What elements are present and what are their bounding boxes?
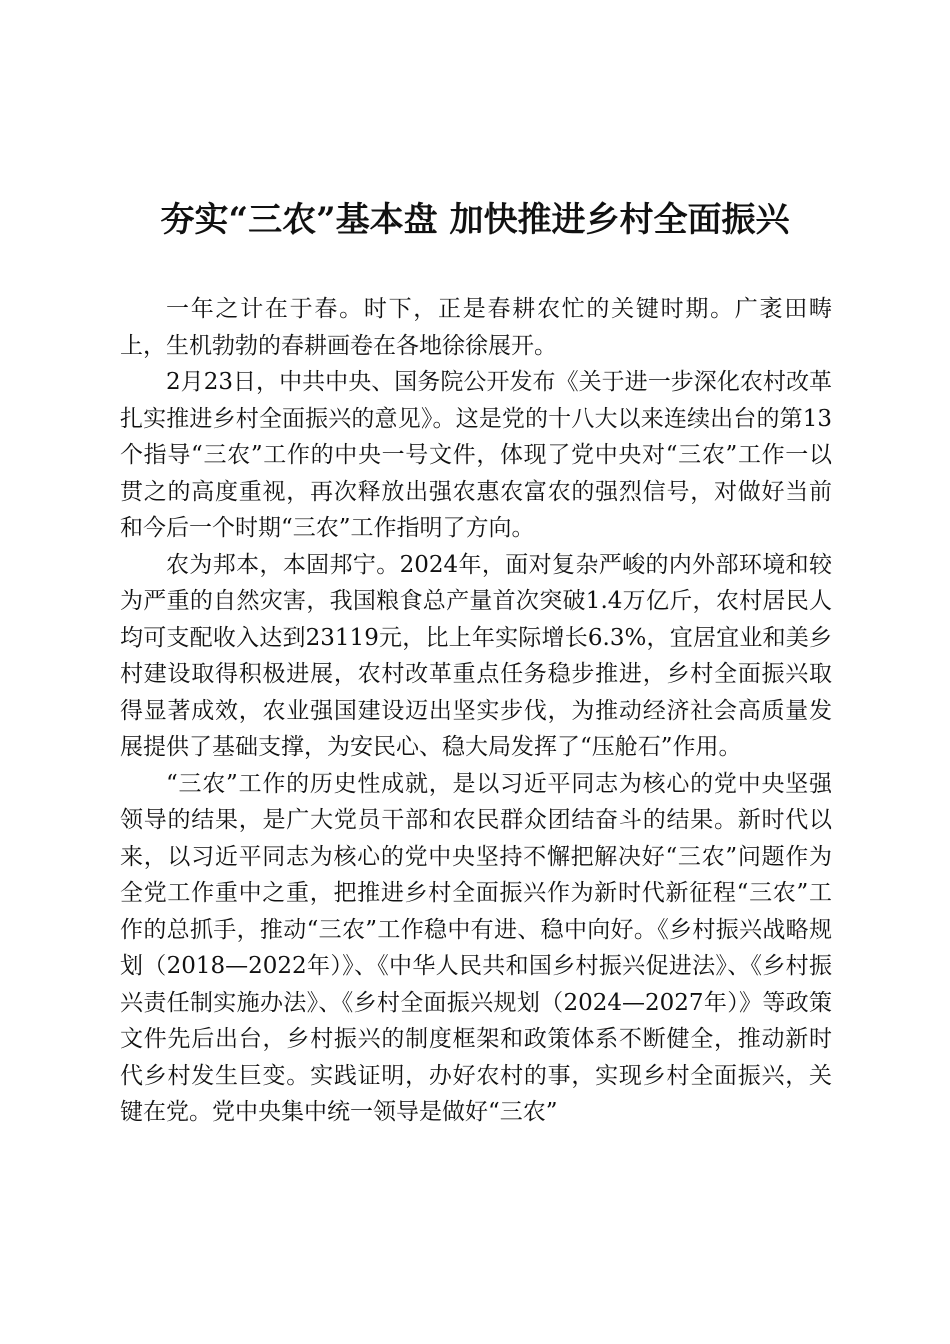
paragraph: “三农”工作的历史性成就，是以习近平同志为核心的党中央坚强领导的结果，是广大党员干部和农民群众团结奋斗的结果。新时代以来，以习近平同志为核心的党中央坚持不懈把解决好“三农”问题作为全党工作重中之重，把推进乡村全面振兴作为新时代新征程“三农”工作的总抓手，推动“三农”工作稳中有进、稳中向好。《乡村振兴战略规划（2018—2022年）》、《中华人民共和国乡村振兴促进法》、《乡村振兴责任制实施办法》、《乡村全面振兴规划（2024—2027年）》等政策文件先后出台，乡村振兴的制度框架和政策体系不断健全，推动新时代乡村发生巨变。实践证明，办好农村的事，实现乡村全面振兴，关键在党。党中央集中统一领导是做好“三农” [120,770,832,1125]
document-title: 夯实“三农”基本盘 加快推进乡村全面振兴 [160,200,790,240]
paragraph: 2月23日，中共中央、国务院公开发布《关于进一步深化农村改革 扎实推进乡村全面振兴的意见》。这是党的十八大以来连续出台的第13个指导“三农”工作的中央一号文件，体现了党中央对“三农”工作一以贯之的高度重视，再次释放出强农惠农富农的强烈信号，对做好当前和今后一个时期“三农”工作指明了方向。 [120,369,832,541]
document-body [120,291,832,1131]
paragraph: 农为邦本，本固邦宁。2024年，面对复杂严峻的内外部环境和较为严重的自然灾害，我国粮食总产量首次突破1.4万亿斤，农村居民人均可支配收入达到23119元，比上年实际增长6.3%，宜居宜业和美乡村建设取得积极进展，农村改革重点任务稳步推进，乡村全面振兴取得显著成效，农业强国建设迈出坚实步伐，为推动经济社会高质量发展提供了基础支撑，为安民心、稳大局发挥了“压舱石”作用。 [120,551,832,760]
paragraph: 一年之计在于春。时下，正是春耕农忙的关键时期。广袤田畴上，生机勃勃的春耕画卷在各地徐徐展开。 [120,296,832,359]
